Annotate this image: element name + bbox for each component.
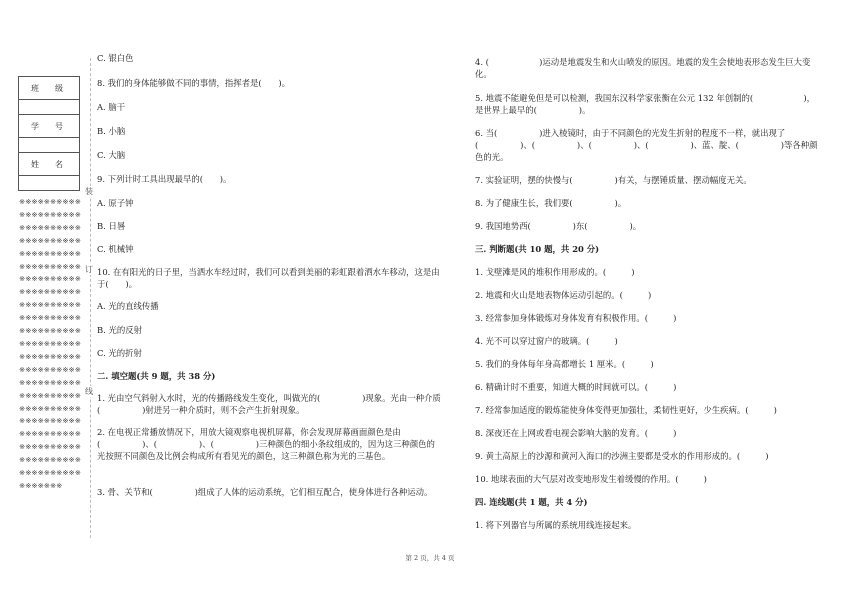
question-line: 5. 我们的身体每年身高都增长 1 厘米。( ): [475, 359, 654, 369]
question-line: A. 原子钟: [97, 198, 134, 208]
question-line: 7. 实验证明，摆的快慢与( )有关，与摆锤质量、摆动幅度无关。: [475, 175, 752, 185]
question-line: 8. 为了健康生长，我们要( )。: [475, 198, 627, 208]
question-line: 9. 黄土高原上的沙源和黄河入海口的沙洲主要都是受水的作用形成的。( ): [475, 451, 769, 461]
question-line: B. 光的反射: [97, 325, 142, 335]
question-line: A. 光的直线传播: [97, 301, 159, 311]
question-line: 3. 经常参加身体锻炼对身体发育有积极作用。( ): [475, 313, 677, 323]
section-heading: 三. 判断题(共 10 题，共 20 分): [475, 244, 600, 254]
binding-char-ding: 订: [85, 265, 93, 274]
question-line: 10. 地球表面的大气层对改变地形发生着缓慢的作用。( ): [475, 474, 707, 484]
class-field: [19, 100, 80, 115]
question-line: C. 银白色: [97, 53, 134, 63]
binding-line: [90, 58, 91, 538]
question-line: 2. 在电视正常播放情况下，用放大镜观察电视机屏幕，你会发现屏幕画面颜色是由( )、( )、( )三种颜色的细小条纹组成的，因为这三种颜色的光按照不同颜色及比例会构成所有看见光的颜色，这三种颜色称为光的三基色。: [97, 427, 435, 461]
question-line: 5. 地震不能避免但是可以检测，我国东汉科学家张衡在公元 132 年创制的( )，是世界上最早的( )。: [475, 93, 815, 115]
question-line: 9. 下列计时工具出现最早的( )。: [97, 174, 232, 184]
section-heading: 二. 填空题(共 9 题，共 38 分): [97, 371, 216, 381]
binding-char-zhuang: 装: [85, 187, 93, 196]
page-footer: 第 2 页，共 4 页: [405, 554, 455, 562]
question-line: 7. 经常参加适度的锻炼能使身体变得更加强壮，柔韧性更好，少生疾病。( ): [475, 405, 777, 415]
question-line: 2. 地震和火山是地表物体运动引起的。( ): [475, 290, 652, 300]
question-line: 9. 我国地势西( )东( )。: [475, 221, 642, 231]
binding-char-xian: 线: [85, 387, 93, 396]
student-info-table: [18, 76, 80, 191]
name-field: [19, 176, 80, 191]
question-line: 4. ( )运动是地震发生和火山喷发的原因。地震的发生会使地表形态发生巨大变化。: [475, 57, 811, 79]
question-line: 1. 将下列器官与所属的系统用线连接起来。: [475, 520, 637, 530]
question-line: B. 日晷: [97, 221, 126, 231]
question-line: C. 机械钟: [97, 244, 134, 254]
student-id-field: [19, 138, 80, 153]
class-label: 班 级: [19, 77, 80, 100]
question-line: 1. 光由空气斜射入水时，光的传播路线发生变化，叫做光的( )现象。光由一种介质( )射进另一种介质时，则不会产生折射现象。: [97, 393, 441, 415]
star-border: ※※※※※※※※※※※※※※※※※※※※※※※※※※※※※※※※※※※※※※※※※※※※※※※※※※※※※※※※※※※※※※※※※※※※※※※※※※※※※※※※※※※※※※※※※※※※※※※※※※※※※※※※※※※※※※※※※※※※※※※※※※※※※※※※※※※※※※※※※※※※※※※※※※※※※※※※※※※※※※※※※※※※※※※※※※※※※※※※※※※※※※※※※※※※※※※※※※※※※※※※※※※※※※※※※※※※※※※※※※※※※※※※※※※: [19, 197, 81, 490]
question-line: 8. 我们的身体能够做不同的事情，指挥者是( )。: [97, 78, 291, 88]
question-line: 6. 当( )进入棱镜时，由于不同颜色的光发生折射的程度不一样，就出现了( )、( )、( )、( )、蓝、靛、( )等各种颜色的光。: [475, 128, 818, 162]
question-line: 3. 骨、关节和( )组成了人体的运动系统，它们相互配合，使身体进行各种运动。: [97, 487, 433, 497]
section-heading: 四. 连线题(共 1 题，共 4 分): [475, 497, 588, 507]
question-line: 10. 在有阳光的日子里，当洒水车经过时，我们可以看到美丽的彩虹跟着洒水车移动，这是由于( )。: [97, 267, 440, 289]
student-id-label: 学 号: [19, 115, 80, 138]
question-line: 8. 深夜还在上网或看电视会影响大脑的发育。( ): [475, 428, 677, 438]
question-line: B. 小脑: [97, 126, 126, 136]
question-line: 6. 精确计时不重要，知道大概的时间就可以。( ): [475, 382, 677, 392]
question-line: C. 大脑: [97, 150, 126, 160]
question-line: C. 光的折射: [97, 348, 142, 358]
name-label: 姓 名: [19, 153, 80, 176]
question-line: A. 脑干: [97, 102, 126, 112]
question-line: 4. 光不可以穿过窗户的玻璃。( ): [475, 336, 618, 346]
question-line: 1. 戈壁滩是风的堆积作用形成的。( ): [475, 267, 635, 277]
